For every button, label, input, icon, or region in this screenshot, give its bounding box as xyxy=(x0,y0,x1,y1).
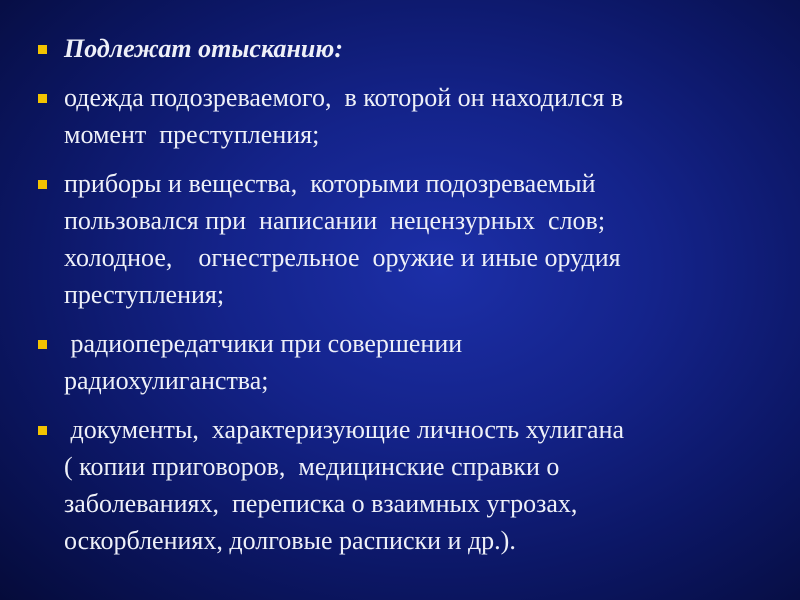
list-item xyxy=(36,325,776,399)
list-item-line: заболеваниях, переписка о взаимных угрозах, xyxy=(64,489,578,518)
list-item-line: приборы и вещества, которыми подозреваемый xyxy=(64,169,596,198)
list-heading: Подлежат отысканию: xyxy=(64,34,344,63)
square-bullet-icon xyxy=(38,426,47,435)
list-item xyxy=(36,79,776,153)
list-item-line: пользовался при написании нецензурных слов; xyxy=(64,206,606,235)
list-item xyxy=(36,30,776,67)
list-item-line: преступления; xyxy=(64,280,225,309)
square-bullet-icon xyxy=(38,340,47,349)
list-item-line: радиохулиганства; xyxy=(64,366,269,395)
list-item-line: одежда подозреваемого, в которой он находился в xyxy=(64,83,624,112)
list-item-line: ( копии приговоров, медицинские справки о xyxy=(64,452,560,481)
list-item-line: документы, характеризующие личность хулигана xyxy=(64,415,625,444)
list-item xyxy=(36,165,776,313)
list-item-line: оскорблениях, долговые расписки и др.). xyxy=(64,526,516,555)
square-bullet-icon xyxy=(38,180,47,189)
list-item-line: холодное, огнестрельное оружие и иные орудия xyxy=(64,243,621,272)
square-bullet-icon xyxy=(38,94,47,103)
list-item-line: момент преступления; xyxy=(64,120,320,149)
list-item xyxy=(36,411,776,559)
square-bullet-icon xyxy=(38,45,47,54)
list-item-line: радиопередатчики при совершении xyxy=(64,329,463,358)
slide-content xyxy=(36,30,776,571)
